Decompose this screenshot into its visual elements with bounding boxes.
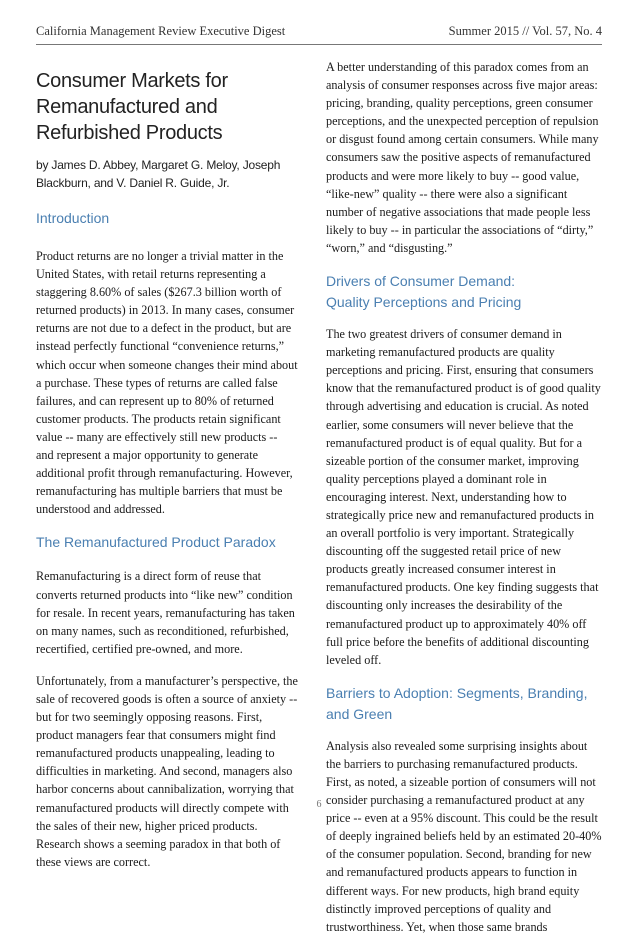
article-authors — [36, 156, 298, 192]
header-divider — [36, 44, 602, 45]
introduction-heading: Introduction — [36, 210, 110, 226]
barriers-paragraph: Analysis also revealed some surprising insights about the barriers to purchasing remanufactured products. First, as noted, a sizeable portion of consumers will not consider purchasing a remanufactured product at any price -- even at a 95% discount. This could be the result of deeply ingrained beliefs held by an estimated 20-40% of the consumer population. Second, branding for new and remanufactured products appears to function in different ways. For new products, high brand equity distinctly improved perceptions of quality and trustworthiness. Yet, when those same brands — [326, 738, 602, 934]
title-line-1: Consumer Markets for — [36, 70, 228, 92]
barriers-heading — [326, 683, 604, 725]
drivers-heading-line-2: Quality Perceptions and Pricing — [326, 294, 522, 311]
title-line-2: Remanufactured and — [36, 96, 218, 118]
paradox-paragraph-1: Remanufacturing is a direct form of reuse that converts returned products into “like new” condition for resale. In recent years, remanufacturing has taken on many names, such as reconditioned, refurbished, recertified, certified pre-owned, and more. — [36, 569, 295, 656]
barriers-heading-line-1: Barriers to Adoption: Segments, Branding, — [326, 684, 588, 701]
drivers-heading-line-1: Drivers of Consumer Demand: — [326, 273, 516, 290]
authors-line-2: Blackburn, and V. Daniel R. Guide, Jr. — [36, 176, 230, 190]
drivers-paragraph: The two greatest drivers of consumer demand in marketing remanufactured products are quality perceptions and pricing. First, ensuring that consumers know that the remanufactured product is of good quality through advertising and education is crucial. As noted earlier, some consumers will never believe that the remanufactured product is of equal quality. But for a sizeable portion of the consumer market, improving quality perceptions played a dominant role in encouraging interest. Next, understanding how to strategically price new and remanufactured products in an overall portfolio is very important. Strategically discounting off the suggested retail price of new products greatly increased consumer interest in remanufactured products. One key finding suggests that discounting only increases the desirability of the remanufactured product up to approximately 40% off full price before the benefits of additional discounting leveled off. — [326, 327, 601, 667]
right-column — [326, 58, 604, 947]
journal-name: California Management Review Executive Digest — [36, 24, 286, 38]
introduction-paragraph: Product returns are no longer a trivial matter in the United States, with retail returns representing a staggering 8.60% of sales ($267.3 billion worth of returned products) in 2013. In many cases, consumer returns are not due to a defect in the product, but are instead perfectly functional “convenience returns,” which occur when someone changes their mind about a purchase. These types of returns are called false failures, and can represent up to 80% of returned customer products. The products retain significant value -- many are effectively still new products -- and represent a major opportunity to generate additional profit through remanufacturing. However, remanufacturing has multiple barriers that must be understood and addressed. — [36, 249, 298, 517]
barriers-heading-line-2: and Green — [326, 705, 393, 722]
paradox-paragraph-2: Unfortunately, from a manufacturer’s perspective, the sale of recovered goods is often a source of anxiety -- but for two seemingly opposing reasons. First, product managers fear that consumers might find remanufactured products unappealing, leading to difficulties in marketing. And second, managers also harbor concerns about cannibalization, worrying that remanufactured products will directly compete with the sales of their new, higher priced products. Research shows a seeming paradox in that both of these views are correct. — [36, 673, 298, 869]
issue-info: Summer 2015 // Vol. 57, No. 4 — [448, 24, 602, 38]
title-line-3: Refurbished Products — [36, 122, 223, 144]
page-number: 6 — [316, 799, 322, 810]
left-column — [36, 68, 298, 882]
authors-line-1: by James D. Abbey, Margaret G. Meloy, Joseph — [36, 158, 281, 172]
drivers-heading — [326, 271, 604, 313]
paradox-continued-paragraph: A better understanding of this paradox comes from an analysis of consumer responses across five major areas: pricing, branding, quality perceptions, green consumer perceptions, and the unexpected perception of repulsion or disgust found among certain consumers. While many consumers saw the positive aspects of remanufactured products and were more likely to buy -- good value, “like-new” quality -- there were also a significant number of negative associations that made people less likely to buy -- in particular the associations of “dirty,” “worn,” and “disgusting.” — [326, 60, 599, 255]
article-title — [36, 68, 298, 146]
paradox-heading: The Remanufactured Product Paradox — [36, 534, 276, 551]
